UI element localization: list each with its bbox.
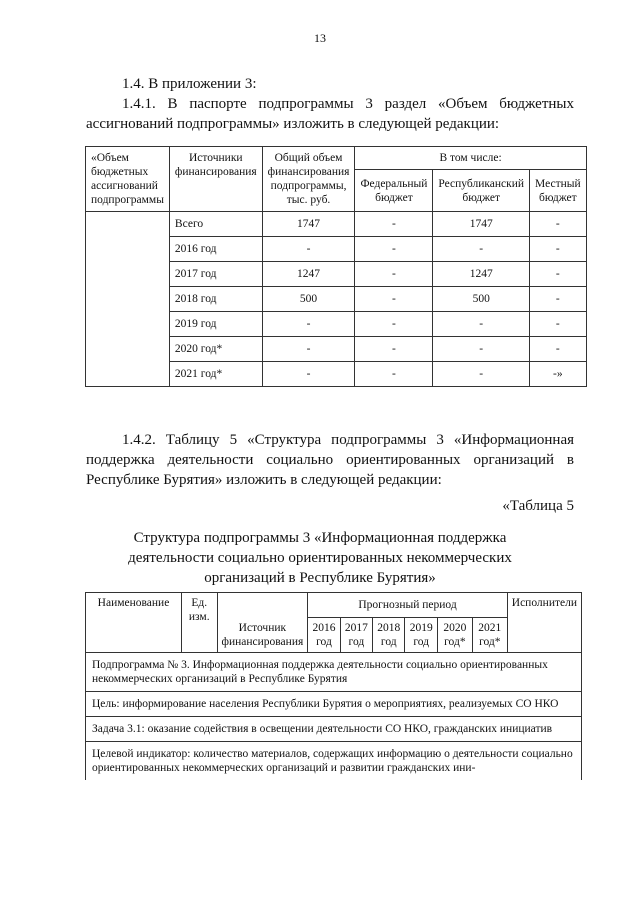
row-local: - [530, 287, 587, 312]
forecast-header: Прогнозный период [308, 593, 508, 618]
row-local: - [530, 262, 587, 287]
republic-header: Республиканский бюджет [433, 170, 530, 212]
name-header: Наименование [86, 593, 182, 653]
section-name-cell: «Объем бюджетных ассигнований подпрограммы [86, 147, 170, 212]
row-federal: - [355, 287, 433, 312]
row-federal: - [355, 237, 433, 262]
row-total: 500 [262, 287, 355, 312]
year-2017-header: 2017 год [340, 618, 372, 653]
subprogram-row: Подпрограмма № 3. Информационная поддержка деятельности социально ориентированных некоммерческих организаций в Республике Бурятия [86, 653, 582, 692]
source-header: Источник финансирования [217, 593, 308, 653]
paragraph-1-4: 1.4. В приложении 3: [122, 76, 257, 92]
row-republic: - [433, 337, 530, 362]
table-row [86, 692, 582, 717]
row-republic: - [433, 237, 530, 262]
paragraph-1-4-2: 1.4.2. Таблицу 5 «Структура подпрограммы 3 «Информационная поддержка деятельности социально ориентированных организаций в Республике Бурятия» изложить в следующей редакции: [86, 432, 574, 488]
year-2020-header: 2020 год* [437, 618, 472, 653]
table-row [86, 212, 587, 237]
row-total: - [262, 237, 355, 262]
page-number: 13 [314, 31, 326, 45]
source-header: Источники финансирования [169, 147, 262, 212]
row-label: 2016 год [169, 237, 262, 262]
row-republic: - [433, 312, 530, 337]
row-federal: - [355, 212, 433, 237]
total-header: Общий объем финансирования подпрограммы, тыс. руб. [262, 147, 355, 212]
including-header: В том числе: [355, 147, 586, 170]
row-republic: 1247 [433, 262, 530, 287]
indicator-row: Целевой индикатор: количество материалов, содержащих информацию о деятельности социально ориентированных некоммерческих организаций и развитии гражданских ини- [86, 742, 582, 781]
table-row [86, 717, 582, 742]
subprogram-structure-table [85, 592, 582, 780]
table-row [86, 653, 582, 692]
row-local: - [530, 337, 587, 362]
goal-row: Цель: информирование населения Республики Бурятия о мероприятиях, реализуемых СО НКО [86, 692, 582, 717]
row-total: - [262, 337, 355, 362]
row-local: -» [530, 362, 587, 387]
year-2018-header: 2018 год [373, 618, 405, 653]
row-federal: - [355, 262, 433, 287]
row-republic: - [433, 362, 530, 387]
row-republic: 1747 [433, 212, 530, 237]
row-label: 2019 год [169, 312, 262, 337]
executors-header: Исполнители [507, 593, 581, 653]
unit-header: Ед. изм. [181, 593, 217, 653]
paragraph-1-4-1: 1.4.1. В паспорте подпрограммы 3 раздел «Объем бюджетных ассигнований подпрограммы» изложить в следующей редакции: [86, 96, 574, 132]
year-2021-header: 2021 год* [472, 618, 507, 653]
row-federal: - [355, 312, 433, 337]
budget-allocation-table [85, 146, 587, 387]
row-total: 1247 [262, 262, 355, 287]
row-republic: 500 [433, 287, 530, 312]
table5-label: «Таблица 5 [502, 498, 574, 514]
row-total: 1747 [262, 212, 355, 237]
row-total: - [262, 362, 355, 387]
year-2019-header: 2019 год [405, 618, 437, 653]
task-row: Задача 3.1: оказание содействия в освещении деятельности СО НКО, гражданских инициатив [86, 717, 582, 742]
table-row [86, 742, 582, 781]
row-local: - [530, 212, 587, 237]
row-label: 2018 год [169, 287, 262, 312]
row-local: - [530, 237, 587, 262]
row-local: - [530, 312, 587, 337]
row-federal: - [355, 362, 433, 387]
year-2016-header: 2016 год [308, 618, 340, 653]
row-label: 2020 год* [169, 337, 262, 362]
local-header: Местный бюджет [530, 170, 587, 212]
row-federal: - [355, 337, 433, 362]
section-spacer [86, 212, 170, 387]
row-total: - [262, 312, 355, 337]
row-label: 2021 год* [169, 362, 262, 387]
row-label: 2017 год [169, 262, 262, 287]
row-label: Всего [169, 212, 262, 237]
federal-header: Федеральный бюджет [355, 170, 433, 212]
table5-title: Структура подпрограммы 3 «Информационная поддержка деятельности социально ориентированных некоммерческих организаций в Республике Бурятия» [128, 530, 512, 586]
